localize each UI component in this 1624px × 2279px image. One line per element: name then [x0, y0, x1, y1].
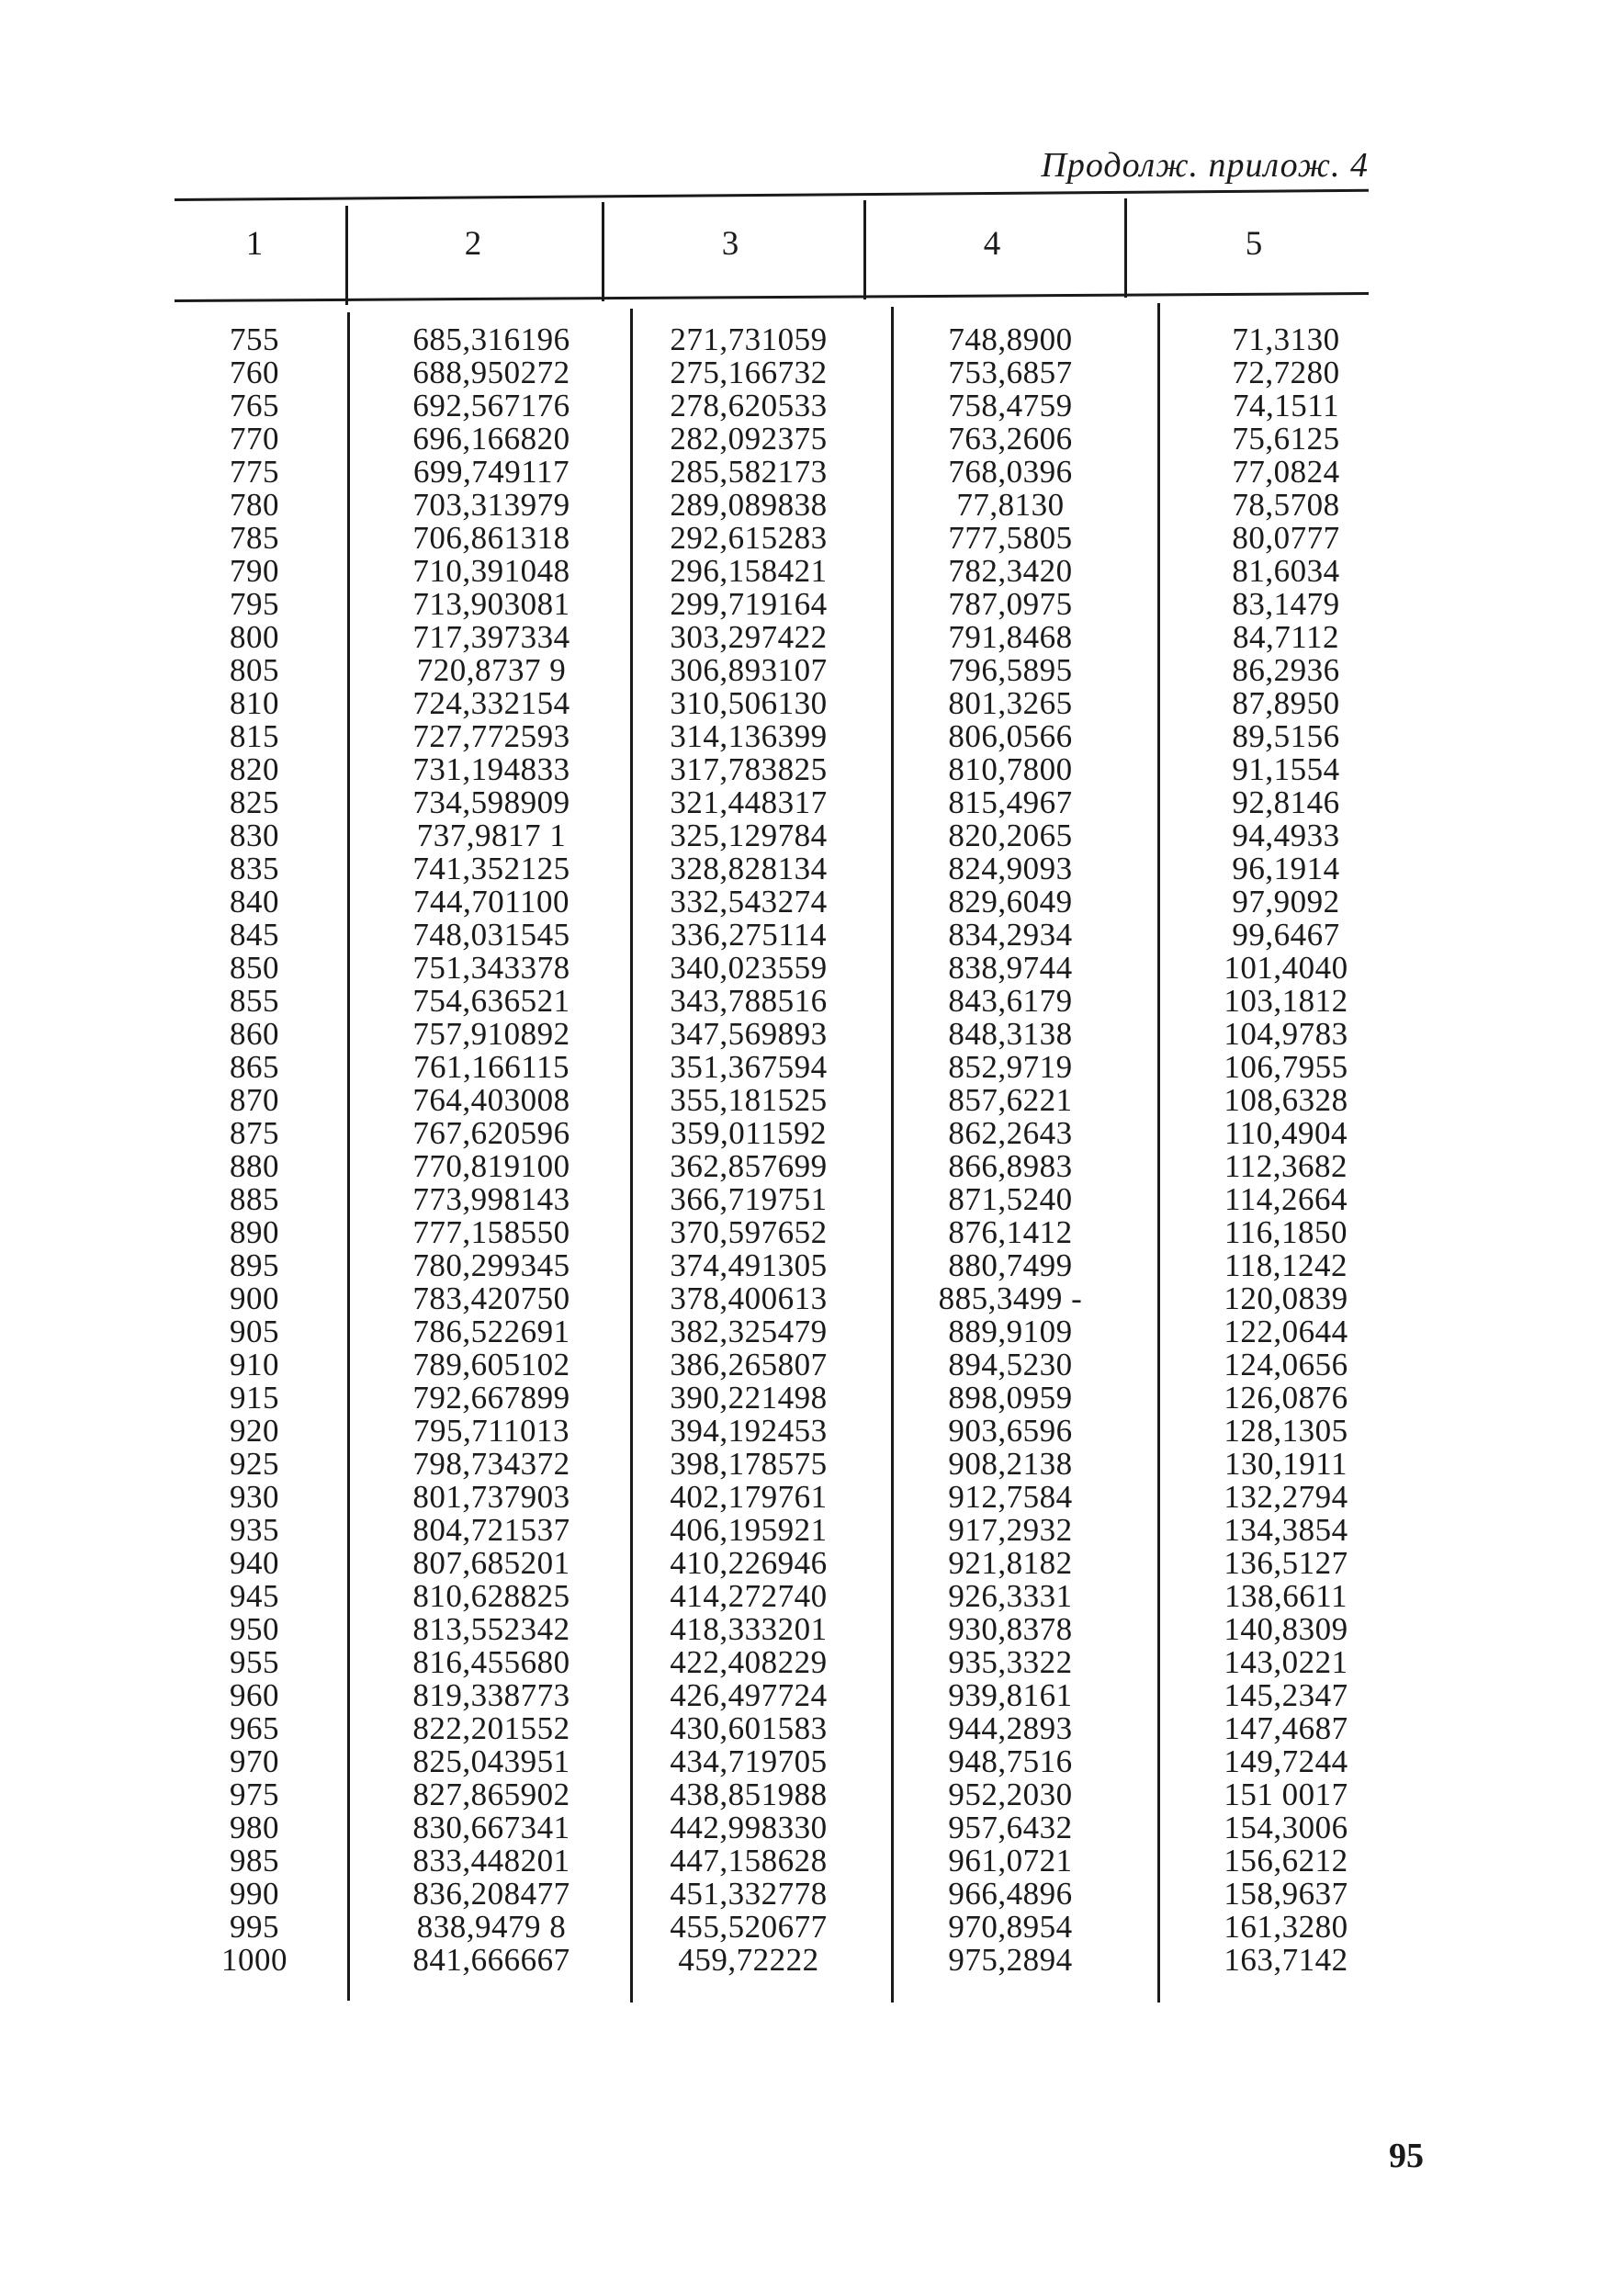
table-cell: 128,1305	[1224, 1413, 1348, 1449]
table-cell: 819,338773	[412, 1677, 570, 1713]
table-cell: 713,903081	[412, 586, 570, 622]
table-cell: 801,737903	[412, 1479, 570, 1515]
table-cell: 161,3280	[1224, 1909, 1348, 1945]
table-cell: 866,8983	[948, 1148, 1073, 1184]
table-cell: 795	[230, 586, 279, 622]
table-cell: 990	[230, 1876, 279, 1912]
table-cell: 952,2030	[948, 1777, 1073, 1812]
table-cell: 885,3499 -	[938, 1281, 1083, 1316]
column-header-5: 5	[1245, 225, 1263, 263]
table-cell: 860	[230, 1016, 279, 1052]
column-header-1: 1	[245, 225, 264, 263]
table-cell: 965	[230, 1710, 279, 1746]
table-cell: 94,4933	[1232, 818, 1340, 853]
table-cell: 303,297422	[670, 619, 828, 655]
table-cell: 957,6432	[948, 1810, 1073, 1845]
table-cell: 692,567176	[412, 388, 570, 423]
table-cell: 970	[230, 1743, 279, 1779]
table-cell: 343,788516	[670, 983, 828, 1019]
table-cell: 843,6179	[948, 983, 1073, 1019]
table-cell: 748,031545	[412, 917, 570, 953]
table-cell: 898,0959	[948, 1380, 1073, 1416]
table-cell: 120,0839	[1224, 1281, 1348, 1316]
table-cell: 378,400613	[670, 1281, 828, 1316]
table-cell: 815,4967	[948, 784, 1073, 820]
table-cell: 961,0721	[948, 1843, 1073, 1878]
table-cell: 813,552342	[412, 1611, 570, 1647]
table-cell: 935	[230, 1512, 279, 1548]
table-cell: 748,8900	[948, 322, 1073, 357]
table-cell: 438,851988	[670, 1777, 828, 1812]
table-cell: 824,9093	[948, 851, 1073, 886]
table-cell: 685,316196	[412, 322, 570, 357]
running-head: Продолж. прилож. 4	[1041, 146, 1369, 185]
table-cell: 995	[230, 1909, 279, 1945]
table-cell: 787,0975	[948, 586, 1073, 622]
table-cell: 975,2894	[948, 1942, 1073, 1978]
table-cell: 430,601583	[670, 1710, 828, 1746]
table-cell: 780	[230, 487, 279, 523]
table-cell: 101,4040	[1224, 950, 1348, 986]
table-cell: 724,332154	[412, 685, 570, 721]
table-cell: 386,265807	[670, 1347, 828, 1382]
table-cell: 841,666667	[412, 1942, 570, 1978]
table-cell: 764,403008	[412, 1082, 570, 1118]
table-cell: 980	[230, 1810, 279, 1845]
table-cell: 966,4896	[948, 1876, 1073, 1912]
table-cell: 780,299345	[412, 1247, 570, 1283]
table-cell: 390,221498	[670, 1380, 828, 1416]
table-cell: 110,4904	[1224, 1115, 1348, 1151]
table-cell: 917,2932	[948, 1512, 1073, 1548]
table-cell: 402,179761	[670, 1479, 828, 1515]
table-cell: 278,620533	[670, 388, 828, 423]
column-header-2: 2	[464, 225, 482, 263]
table-cell: 757,910892	[412, 1016, 570, 1052]
table-cell: 314,136399	[670, 718, 828, 754]
table-cell: 292,615283	[670, 520, 828, 556]
table-cell: 71,3130	[1232, 322, 1340, 357]
table-cell: 89,5156	[1232, 718, 1340, 754]
table-cell: 163,7142	[1224, 1942, 1348, 1978]
table-cell: 926,3331	[948, 1578, 1073, 1614]
table-cell: 761,166115	[413, 1049, 570, 1085]
table-cell: 104,9783	[1224, 1016, 1348, 1052]
table-cell: 134,3854	[1224, 1512, 1348, 1548]
table-cell: 830,667341	[412, 1810, 570, 1845]
table-cell: 840	[230, 884, 279, 919]
table-cell: 810,628825	[412, 1578, 570, 1614]
table-cell: 791,8468	[948, 619, 1073, 655]
header-rule	[175, 292, 1369, 302]
table-cell: 97,9092	[1232, 884, 1340, 919]
table-cell: 838,9479 8	[416, 1909, 567, 1945]
table-cell: 834,2934	[948, 917, 1073, 953]
table-cell: 149,7244	[1224, 1743, 1348, 1779]
table-cell: 731,194833	[412, 751, 570, 787]
table-cell: 87,8950	[1232, 685, 1340, 721]
table-cell: 359,011592	[671, 1115, 827, 1151]
table-cell: 753,6857	[948, 355, 1073, 390]
table-cell: 271,731059	[670, 322, 828, 357]
table-cell: 325,129784	[670, 818, 828, 853]
top-rule	[175, 189, 1369, 201]
table-cell: 862,2643	[948, 1115, 1073, 1151]
table-cell: 124,0656	[1224, 1347, 1348, 1382]
table-cell: 773,998143	[412, 1181, 570, 1217]
table-cell: 370,597652	[670, 1214, 828, 1250]
header-divider	[602, 202, 604, 301]
table-cell: 850	[230, 950, 279, 986]
table-cell: 426,497724	[670, 1677, 828, 1713]
table-cell: 870	[230, 1082, 279, 1118]
table-cell: 398,178575	[670, 1446, 828, 1482]
table-cell: 950	[230, 1611, 279, 1647]
table-cell: 830	[230, 818, 279, 853]
table-cell: 768,0396	[948, 454, 1073, 490]
table-cell: 355,181525	[670, 1082, 828, 1118]
table-cell: 857,6221	[948, 1082, 1073, 1118]
table-cell: 915	[230, 1380, 279, 1416]
table-cell: 741,352125	[412, 851, 570, 886]
table-cell: 885	[230, 1181, 279, 1217]
table-cell: 807,685201	[412, 1545, 570, 1581]
table-cell: 785	[230, 520, 279, 556]
table-cell: 112,3682	[1224, 1148, 1348, 1184]
table-cell: 767,620596	[412, 1115, 570, 1151]
table-cell: 447,158628	[670, 1843, 828, 1878]
table-cell: 703,313979	[412, 487, 570, 523]
table-cell: 754,636521	[412, 983, 570, 1019]
table-cell: 451,332778	[670, 1876, 828, 1912]
table-cell: 955	[230, 1644, 279, 1680]
column-2-values	[381, 323, 602, 1977]
column-4-values	[909, 323, 1111, 1977]
table-cell: 158,9637	[1224, 1876, 1348, 1912]
table-cell: 720,8737 9	[416, 652, 567, 688]
table-cell: 786,522691	[412, 1314, 570, 1349]
table-cell: 362,857699	[670, 1148, 828, 1184]
table-cell: 865	[230, 1049, 279, 1085]
table-cell: 806,0566	[948, 718, 1073, 754]
table-cell: 822,201552	[412, 1710, 570, 1746]
table-cell: 106,7955	[1224, 1049, 1348, 1085]
table-cell: 406,195921	[670, 1512, 828, 1548]
table-cell: 92,8146	[1232, 784, 1340, 820]
table-cell: 118,1242	[1224, 1247, 1348, 1283]
table-cell: 940	[230, 1545, 279, 1581]
table-cell: 910	[230, 1347, 279, 1382]
page-number: 95	[1389, 2137, 1424, 2175]
table-cell: 126,0876	[1224, 1380, 1348, 1416]
table-cell: 894,5230	[948, 1347, 1073, 1382]
table-cell: 855	[230, 983, 279, 1019]
table-cell: 122,0644	[1224, 1314, 1348, 1349]
column-divider	[347, 312, 350, 2001]
table-cell: 306,893107	[670, 652, 828, 688]
table-cell: 777,158550	[412, 1214, 570, 1250]
table-cell: 816,455680	[412, 1644, 570, 1680]
table-cell: 717,397334	[412, 619, 570, 655]
table-cell: 83,1479	[1232, 586, 1340, 622]
table-cell: 763,2606	[948, 421, 1073, 457]
table-cell: 827,865902	[412, 1777, 570, 1812]
column-divider	[891, 307, 894, 2003]
table-cell: 782,3420	[948, 553, 1073, 589]
table-cell: 925	[230, 1446, 279, 1482]
table-cell: 299,719164	[670, 586, 828, 622]
header-divider	[345, 206, 348, 305]
table-cell: 770,819100	[412, 1148, 570, 1184]
table-cell: 960	[230, 1677, 279, 1713]
table-cell: 696,166820	[412, 421, 570, 457]
table-cell: 77,0824	[1232, 454, 1340, 490]
table-cell: 945	[230, 1578, 279, 1614]
table-cell: 744,701100	[413, 884, 570, 919]
table-cell: 418,333201	[670, 1611, 828, 1647]
column-3-values	[638, 323, 859, 1977]
table-cell: 734,598909	[412, 784, 570, 820]
table-cell: 880,7499	[948, 1247, 1073, 1283]
table-cell: 442,998330	[670, 1810, 828, 1845]
table-cell: 317,783825	[670, 751, 828, 787]
table-cell: 833,448201	[412, 1843, 570, 1878]
table-cell: 944,2893	[948, 1710, 1073, 1746]
table-cell: 903,6596	[948, 1413, 1073, 1449]
table-cell: 777,5805	[948, 520, 1073, 556]
table-cell: 138,6611	[1224, 1578, 1348, 1614]
table-cell: 688,950272	[412, 355, 570, 390]
table-cell: 889,9109	[948, 1314, 1073, 1349]
table-cell: 410,226946	[670, 1545, 828, 1581]
table-cell: 783,420750	[412, 1281, 570, 1316]
table-cell: 1000	[221, 1942, 288, 1978]
table-cell: 310,506130	[670, 685, 828, 721]
table-cell: 805	[230, 652, 279, 688]
column-divider	[1157, 303, 1160, 2003]
header-divider	[863, 200, 866, 299]
table-cell: 336,275114	[671, 917, 827, 953]
table-cell: 78,5708	[1232, 487, 1340, 523]
column-header-3: 3	[721, 225, 739, 263]
table-cell: 825,043951	[412, 1743, 570, 1779]
table-cell: 422,408229	[670, 1644, 828, 1680]
table-cell: 74,1511	[1233, 388, 1339, 423]
table-cell: 921,8182	[948, 1545, 1073, 1581]
table-cell: 366,719751	[670, 1181, 828, 1217]
table-cell: 99,6467	[1232, 917, 1340, 953]
table-cell: 912,7584	[948, 1479, 1073, 1515]
table-cell: 96,1914	[1232, 851, 1340, 886]
table-cell: 845	[230, 917, 279, 953]
table-cell: 289,089838	[670, 487, 828, 523]
table-cell: 80,0777	[1232, 520, 1340, 556]
header-divider	[1124, 198, 1127, 298]
table-cell: 103,1812	[1224, 983, 1348, 1019]
table-cell: 86,2936	[1232, 652, 1340, 688]
table-cell: 394,192453	[670, 1413, 828, 1449]
table-cell: 136,5127	[1224, 1545, 1348, 1581]
table-cell: 852,9719	[948, 1049, 1073, 1085]
table-cell: 699,749117	[413, 454, 570, 490]
table-cell: 116,1850	[1224, 1214, 1348, 1250]
table-cell: 140,8309	[1224, 1611, 1348, 1647]
table-cell: 156,6212	[1224, 1843, 1348, 1878]
table-cell: 459,72222	[678, 1942, 819, 1978]
table-cell: 145,2347	[1224, 1677, 1348, 1713]
table-cell: 114,2664	[1224, 1181, 1348, 1217]
table-cell: 838,9744	[948, 950, 1073, 986]
table-cell: 72,7280	[1232, 355, 1340, 390]
table-cell: 930	[230, 1479, 279, 1515]
column-5-values	[1199, 323, 1373, 1977]
table-cell: 825	[230, 784, 279, 820]
table-cell: 875	[230, 1115, 279, 1151]
table-cell: 890	[230, 1214, 279, 1250]
table-cell: 796,5895	[948, 652, 1073, 688]
table-cell: 706,861318	[412, 520, 570, 556]
table-cell: 332,543274	[670, 884, 828, 919]
table-cell: 130,1911	[1224, 1446, 1348, 1482]
table-cell: 939,8161	[948, 1677, 1073, 1713]
table-cell: 775	[230, 454, 279, 490]
column-1-values	[204, 323, 305, 1977]
table-cell: 820	[230, 751, 279, 787]
table-cell: 905	[230, 1314, 279, 1349]
table-cell: 321,448317	[670, 784, 828, 820]
table-cell: 91,1554	[1232, 751, 1340, 787]
table-cell: 285,582173	[670, 454, 828, 490]
table-cell: 800	[230, 619, 279, 655]
table-cell: 760	[230, 355, 279, 390]
table-cell: 815	[230, 718, 279, 754]
table-cell: 81,6034	[1232, 553, 1340, 589]
column-divider	[630, 309, 633, 2003]
table-cell: 351,367594	[670, 1049, 828, 1085]
table-cell: 930,8378	[948, 1611, 1073, 1647]
table-cell: 282,092375	[670, 421, 828, 457]
table-cell: 970,8954	[948, 1909, 1073, 1945]
table-cell: 328,828134	[670, 851, 828, 886]
table-cell: 727,772593	[412, 718, 570, 754]
table-cell: 829,6049	[948, 884, 1073, 919]
table-cell: 84,7112	[1233, 619, 1339, 655]
table-cell: 935,3322	[948, 1644, 1073, 1680]
table-cell: 848,3138	[948, 1016, 1073, 1052]
table-cell: 836,208477	[412, 1876, 570, 1912]
table-cell: 948,7516	[948, 1743, 1073, 1779]
table-cell: 143,0221	[1224, 1644, 1348, 1680]
table-cell: 920	[230, 1413, 279, 1449]
table-cell: 154,3006	[1224, 1810, 1348, 1845]
table-cell: 789,605102	[412, 1347, 570, 1382]
table-cell: 374,491305	[670, 1247, 828, 1283]
table-cell: 758,4759	[948, 388, 1073, 423]
table-cell: 737,9817 1	[416, 818, 567, 853]
table-cell: 790	[230, 553, 279, 589]
table-cell: 820,2065	[948, 818, 1073, 853]
table-cell: 801,3265	[948, 685, 1073, 721]
table-cell: 296,158421	[670, 553, 828, 589]
column-header-4: 4	[983, 225, 1001, 263]
table-cell: 798,734372	[412, 1446, 570, 1482]
table-cell: 108,6328	[1224, 1082, 1348, 1118]
table-cell: 751,343378	[412, 950, 570, 986]
table-cell: 770	[230, 421, 279, 457]
table-cell: 908,2138	[948, 1446, 1073, 1482]
table-cell: 132,2794	[1224, 1479, 1348, 1515]
table-cell: 985	[230, 1843, 279, 1878]
table-cell: 455,520677	[670, 1909, 828, 1945]
table-cell: 900	[230, 1281, 279, 1316]
table-cell: 275,166732	[670, 355, 828, 390]
table-cell: 382,325479	[670, 1314, 828, 1349]
table-cell: 340,023559	[670, 950, 828, 986]
table-cell: 755	[230, 322, 279, 357]
table-cell: 810,7800	[948, 751, 1073, 787]
table-cell: 347,569893	[670, 1016, 828, 1052]
table-cell: 895	[230, 1247, 279, 1283]
table-cell: 151 0017	[1224, 1777, 1348, 1812]
table-cell: 835	[230, 851, 279, 886]
table-cell: 414,272740	[670, 1578, 828, 1614]
table-cell: 792,667899	[412, 1380, 570, 1416]
table-cell: 710,391048	[412, 553, 570, 589]
table-cell: 975	[230, 1777, 279, 1812]
table-cell: 880	[230, 1148, 279, 1184]
table-cell: 804,721537	[412, 1512, 570, 1548]
table-cell: 876,1412	[948, 1214, 1073, 1250]
table-cell: 75,6125	[1232, 421, 1340, 457]
table-cell: 765	[230, 388, 279, 423]
table-cell: 795,711013	[413, 1413, 570, 1449]
table-cell: 810	[230, 685, 279, 721]
table-cell: 77,8130	[956, 487, 1065, 523]
table-cell: 871,5240	[948, 1181, 1073, 1217]
table-cell: 147,4687	[1224, 1710, 1348, 1746]
table-cell: 434,719705	[670, 1743, 828, 1779]
